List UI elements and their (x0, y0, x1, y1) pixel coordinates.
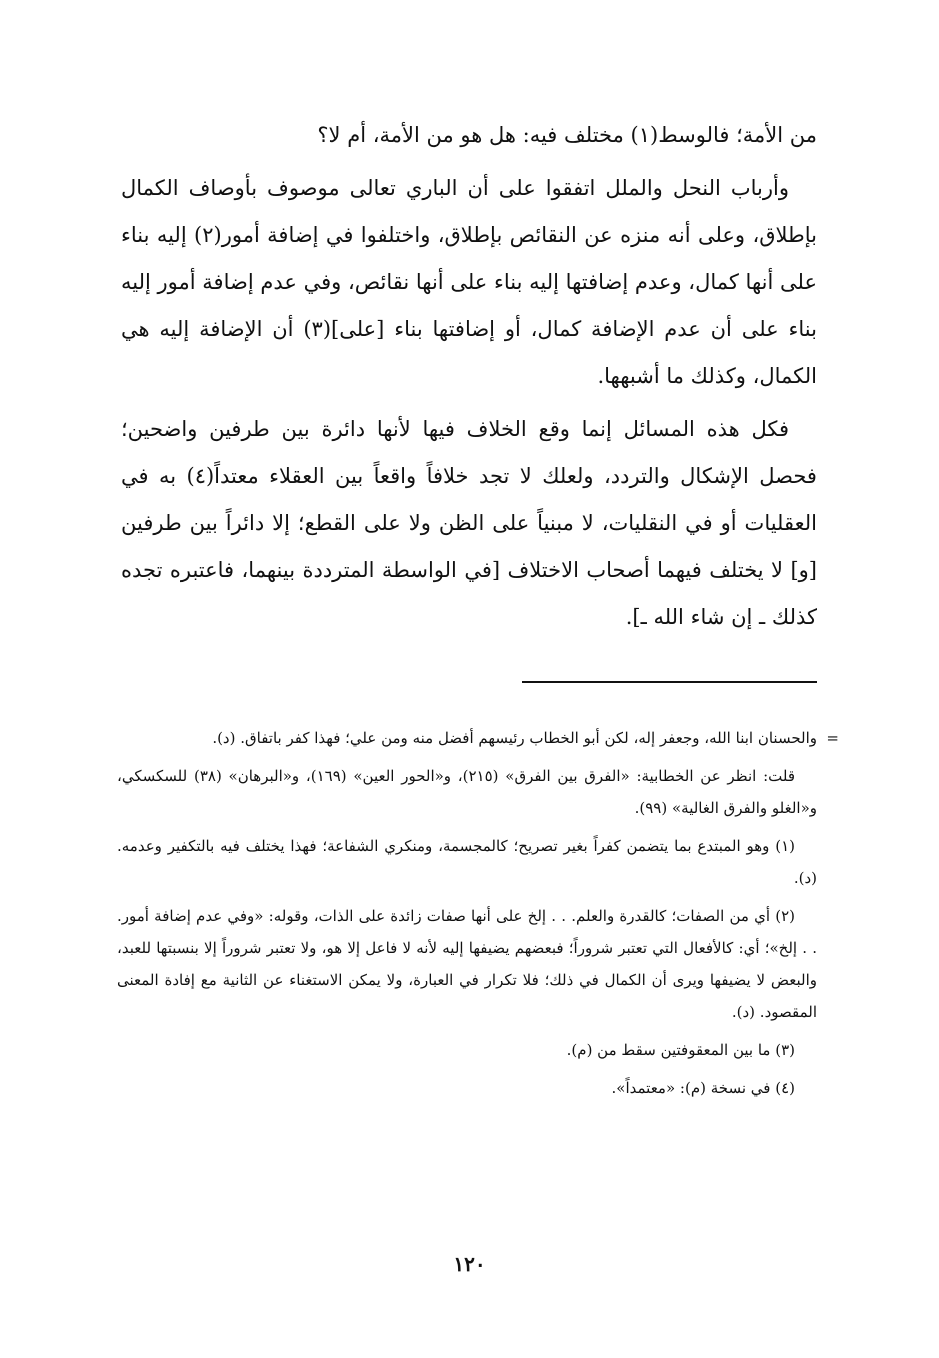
footnote-1: (١) وهو المبتدع بما يتضمن كفراً بغير تصريح؛ كالمجسمة، ومنكري الشفاعة؛ فهذا يختلف فيه بالتكفير وعدمه. (د). (117, 837, 817, 887)
footnote-4: (٤) في نسخة (م): «معتمداً». (611, 1079, 795, 1097)
page-number: ١٢٠ (453, 1252, 486, 1276)
footnote-3: (٣) ما بين المعقوفتين سقط من (م). (566, 1041, 795, 1059)
continuation-mark: = (826, 729, 839, 747)
main-text (121, 112, 817, 647)
footnote-continuation-text: والحسنان ابنا الله، وجعفر إله، لكن أبو الخطاب رئيسهم أفضل منه ومن علي؛ فهذا كفر باتفاق. (د). (212, 729, 817, 747)
footnote-continuation (117, 722, 839, 754)
main-paragraph-1: من الأمة؛ فالوسط(١) مختلف فيه: هل هو من الأمة، أم لا؟ (317, 123, 817, 147)
main-paragraph-2: وأرباب النحل والملل اتفقوا على أن الباري تعالى موصوف بأوصاف الكمال بإطلاق، وعلى أنه منزه عن النقائص بإطلاق، واختلفوا في إضافة أمور(٢) إليه بناء على أنها كمال، وعدم إضافتها إليه بناء على أنها نقائص، وفي عدم إضافة أمور إليه بناء على أن عدم الإضافة كمال، أو إضافتها بناء [على](٣) أن الإضافة إليه هي الكمال، وكذلك ما أشبهها. (121, 176, 818, 388)
footnotes (117, 722, 839, 1110)
footnote-qult: قلت: انظر عن الخطابية: «الفرق بين الفرق» (٢١٥)، و«الحور العين» (١٦٩)، و«البرهان» (٣٨) للسكسكي، و«الغلو والفرق الغالية» (٩٩). (117, 767, 817, 817)
main-paragraph-3: فكل هذه المسائل إنما وقع الخلاف فيها لأنها دائرة بين طرفين واضحين؛ فحصل الإشكال والتردد، ولعلك لا تجد خلافاً واقعاً بين العقلاء معتداً(٤) به في العقليات أو في النقليات، لا مبنياً على الظن ولا على القطع؛ إلا دائراً بين طرفين [و] لا يختلف فيهما أصحاب الاختلاف [في الواسطة المترددة بينهما، فاعتبره تجده كذلك ـ إن شاء الله ـ]. (121, 417, 817, 629)
footnote-2: (٢) أي من الصفات؛ كالقدرة والعلم. . . إلخ على أنها صفات زائدة على الذات، وقوله: «وفي عدم إضافة أمور. . . إلخ»؛ أي: كالأفعال التي تعتبر شروراً؛ فبعضهم يضيفها إليه لأنه لا فاعل إلا هو، ولا تعتبر شروراً إلا بنسبتها للعبد، والبعض لا يضيفها ويرى أن الكمال في ذلك؛ فلا تكرار في العبارة، ولا يمكن الاستغناء عن الثانية مع إفادة المعنى المقصود. (د). (117, 907, 817, 1021)
footnote-separator (522, 681, 817, 683)
